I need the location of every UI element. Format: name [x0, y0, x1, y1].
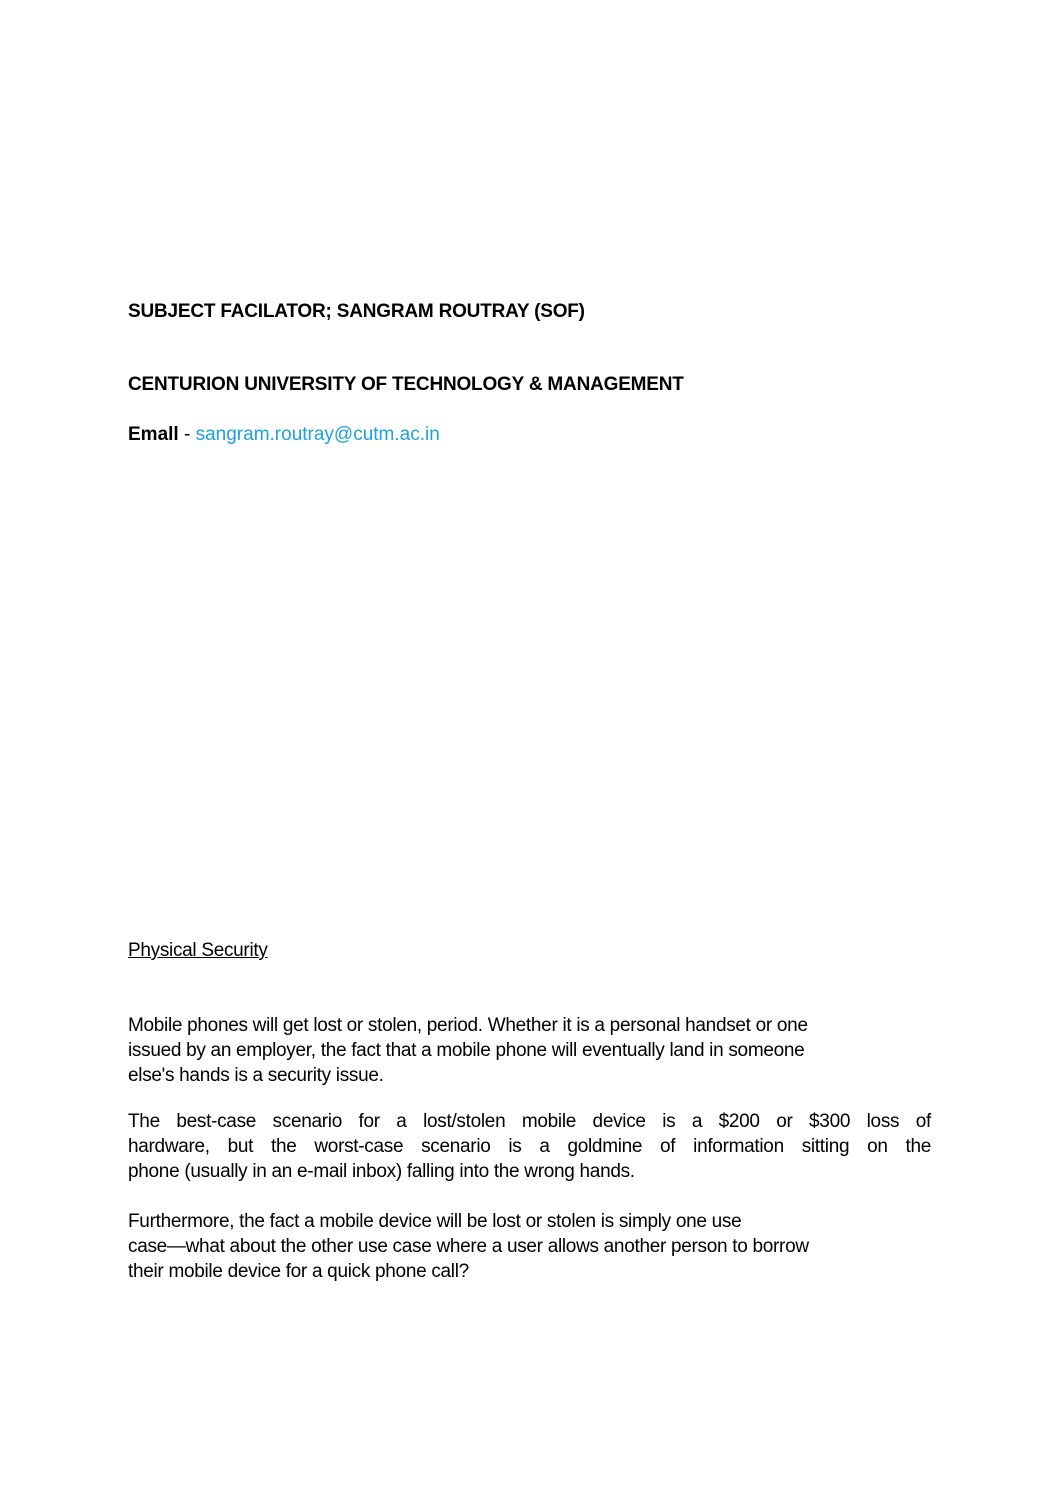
- email-label: Emall: [128, 424, 179, 445]
- email-link[interactable]: sangram.routray@cutm.ac.in: [195, 424, 440, 445]
- paragraph-line: case—what about the other use case where a user allows another person to borrow: [128, 1236, 809, 1257]
- paragraph-line: phone (usually in an e-mail inbox) falling into the wrong hands.: [128, 1161, 635, 1182]
- paragraph-line: Mobile phones will get lost or stolen, period. Whether it is a personal handset or one: [128, 1015, 808, 1036]
- paragraph-2: [128, 1109, 931, 1184]
- paragraph-line: Furthermore, the fact a mobile device will be lost or stolen is simply one use: [128, 1211, 742, 1232]
- email-row: [128, 424, 440, 446]
- paragraph-1: [128, 1013, 931, 1088]
- paragraph-line: else's hands is a security issue.: [128, 1065, 384, 1086]
- paragraph-line: their mobile device for a quick phone call?: [128, 1261, 469, 1282]
- section-title: Physical Security: [128, 940, 268, 961]
- university-heading: CENTURION UNIVERSITY OF TECHNOLOGY & MANAGEMENT: [128, 374, 684, 395]
- email-separator: -: [178, 424, 196, 445]
- paragraph-line: hardware, but the worst-case scenario is a goldmine of information sitting on the: [128, 1136, 931, 1157]
- paragraph-3: [128, 1209, 931, 1284]
- paragraph-line: The best-case scenario for a lost/stolen mobile device is a $200 or $300 loss of: [128, 1111, 931, 1132]
- subject-facilitator-heading: SUBJECT FACILATOR; SANGRAM ROUTRAY (SOF): [128, 301, 585, 322]
- paragraph-line: issued by an employer, the fact that a mobile phone will eventually land in someone: [128, 1040, 805, 1061]
